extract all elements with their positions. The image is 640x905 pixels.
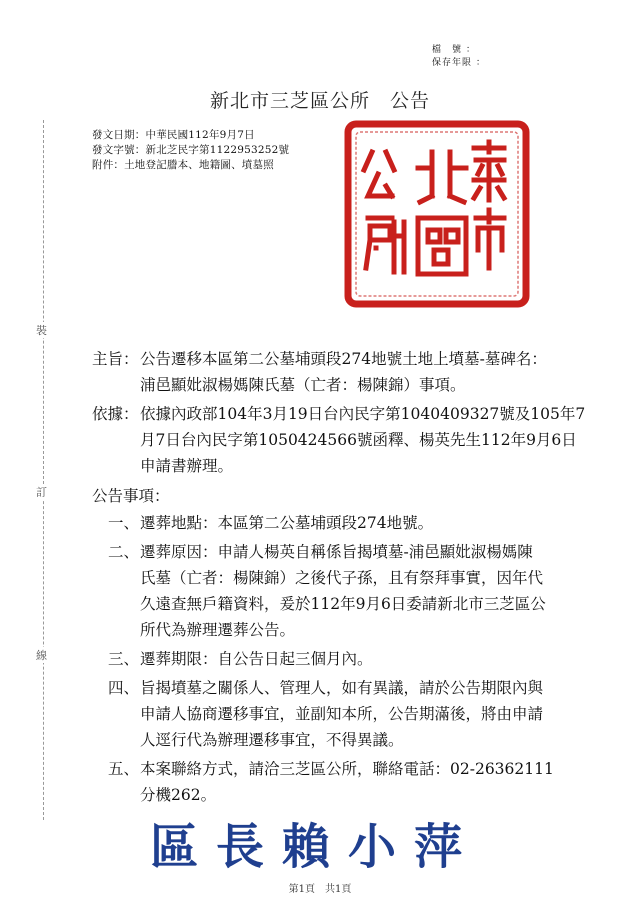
page-indicator: 第1頁 共1頁 <box>288 884 352 895</box>
basis-label: 依據： <box>92 405 139 423</box>
document-number: 發文字號：新北芝民字第1122953252號 <box>92 144 290 156</box>
item-2-line-3: 久遠查無戶籍資料，爰於112年9月6日委請新北市三芝區公 <box>140 595 546 613</box>
item-5-number: 五、 <box>108 760 140 778</box>
item-3-line-1: 遷葬期限：自公告日起三個月內。 <box>140 650 373 668</box>
page-title: 新北市三芝區公所 公告 <box>209 90 430 112</box>
item-2-number: 二、 <box>108 543 140 561</box>
item-2-line-2: 氏墓（亡者：楊陳錦）之後代子孫，且有祭拜事實，因年代 <box>140 569 544 587</box>
item-4-line-2: 申請人協商遷移事宜，並副知本所，公告期滿後，將由申請 <box>140 705 544 723</box>
item-4-number: 四、 <box>108 679 140 697</box>
file-number-label: 檔 號 ： <box>432 45 476 55</box>
issue-date: 發文日期：中華民國112年9月7日 <box>92 129 255 141</box>
director-signature: 區長賴小萍 <box>150 819 481 875</box>
basis-line-2: 月7日台內民字第1050424566號函釋、楊英先生112年9月6日 <box>140 431 577 449</box>
retention-label: 保存年限 ： <box>432 58 486 68</box>
official-seal <box>342 118 532 310</box>
item-4-line-1: 旨揭墳墓之關係人、管理人，如有異議，請於公告期限內與 <box>140 679 544 697</box>
item-4-line-3: 人逕行代為辦理遷移事宜，不得異議。 <box>140 731 404 749</box>
item-5-line-1: 本案聯絡方式，請洽三芝區公所，聯絡電話：02-26362111 <box>140 760 554 778</box>
item-1-line-1: 遷葬地點：本區第二公墓埔頭段274地號。 <box>140 514 434 532</box>
item-1-number: 一、 <box>108 514 140 532</box>
binding-mark-bottom: 線 <box>36 649 47 662</box>
item-5-line-2: 分機262。 <box>140 786 217 804</box>
item-2-line-1: 遷葬原因：申請人楊英自稱係旨揭墳墓-浦邑顯妣淑楊媽陳 <box>140 543 533 561</box>
binding-mark-middle: 訂 <box>36 486 47 499</box>
binding-line <box>43 120 44 820</box>
subject-label: 主旨： <box>92 350 139 368</box>
binding-mark-top: 裝 <box>36 324 47 337</box>
subject-line-2: 浦邑顯妣淑楊媽陳氏墓（亡者：楊陳錦）事項。 <box>140 376 466 394</box>
item-3-number: 三、 <box>108 650 140 668</box>
subject-line-1: 公告遷移本區第二公墓埔頭段274地號土地上墳墓-墓碑名： <box>140 350 547 368</box>
item-2-line-4: 所代為辦理遷葬公告。 <box>140 621 296 639</box>
attachments: 附件：土地登記謄本、地籍圖、墳墓照 <box>92 159 274 171</box>
basis-line-1: 依據內政部104年3月19日台內民字第1040409327號及105年7 <box>140 405 586 423</box>
basis-line-3: 申請書辦理。 <box>140 457 234 475</box>
items-title: 公告事項： <box>92 487 170 505</box>
